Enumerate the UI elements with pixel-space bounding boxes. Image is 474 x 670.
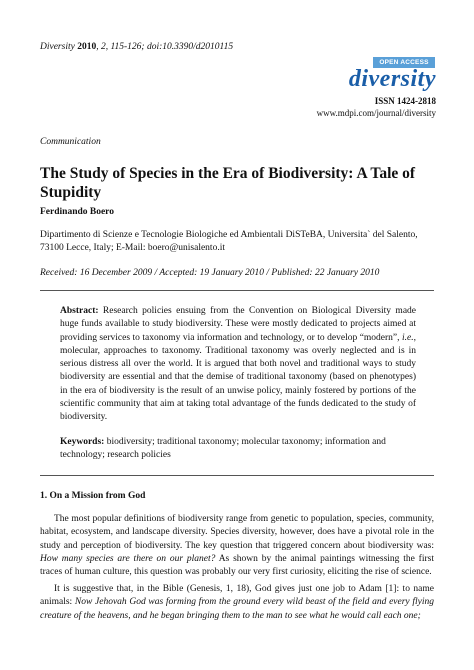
paragraph-2-quote: Now Jehovah God was forming from the ground every wild beast of the field and every flying creature of the heavens, and he began bringing them to the man to see what he would call each one; — [40, 597, 434, 621]
keywords — [60, 436, 416, 463]
paragraph-1-question: How many species are there on our planet? — [40, 553, 216, 564]
abstract-top-rule — [40, 290, 434, 291]
journal-url[interactable]: www.mdpi.com/journal/diversity — [316, 108, 436, 118]
article-type: Communication — [40, 137, 101, 147]
paragraph-1-text-a: The most popular definitions of biodiversity range from genetic to population, species, community, habitat, ecosystem, and landscape diversity. Species diversity, however, does have a pivotal role in the study and perception of biodiversity. The key question that triggered concern about biodiversity was: — [40, 514, 434, 551]
section-heading: 1. On a Mission from God — [40, 491, 146, 501]
citation-details: , 2, 115-126; doi:10.3390/d2010115 — [96, 42, 234, 52]
abstract-bottom-rule — [40, 475, 434, 476]
abstract-text-1: Research policies ensuing from the Convention on Biological Diversity made huge funds available to study biodiversity. These were mostly dedicated to projects aimed at providing services to taxonomy via information and technology, or to develop “modern”, — [60, 306, 416, 343]
paragraph-1 — [40, 513, 434, 579]
journal-logo: diversity — [348, 66, 436, 92]
issn: ISSN 1424-2818 — [374, 96, 436, 106]
citation-year: 2010 — [77, 42, 97, 52]
publication-dates: Received: 16 December 2009 / Accepted: 19 January 2010 / Published: 22 January 2010 — [40, 268, 380, 278]
citation-line — [40, 42, 233, 52]
open-access-badge: OPEN ACCESS — [373, 57, 435, 68]
article-title: The Study of Species in the Era of Biodiversity: A Tale of Stupidity — [40, 165, 416, 201]
abstract-label: Abstract: — [60, 306, 99, 316]
abstract-text-2: , molecular, approaches to taxonomy. Traditional taxonomy was overly neglected and is in serious distress all over the world. It is argued that both novel and traditional ways to study biodiversity are essential and that the demise of traditional taxonomy (based on phenotypes) in the era of biodiversity is the result of an unwise policy, mainly fostered by portions of the scientific community that aim at taking total advantage of the funds dedicated to the study of biodiversity. — [60, 332, 416, 423]
keywords-text: biodiversity; traditional taxonomy; molecular taxonomy; information and technology; research policies — [60, 437, 386, 461]
author-name: Ferdinando Boero — [40, 207, 114, 217]
paragraph-2-text-a: It is suggestive that, in the Bible (Genesis, 1, 18), God gives just one job to Adam [1]: to name animals: — [40, 584, 434, 608]
keywords-label: Keywords: — [60, 437, 105, 447]
abstract — [60, 305, 416, 425]
paragraph-1-text-b: As shown by the animal paintings witnessing the first traces of human culture, this question was probably our very first curiosity, eliciting the rise of science. — [40, 553, 434, 578]
author-affiliation: Dipartimento di Scienze e Tecnologie Biologiche ed Ambientali DiSTeBA, Universita` del Salento, 73100 Lecce, Italy; E-Mail: boero@unisalento.it — [40, 230, 418, 253]
abstract-ie: i.e. — [402, 332, 414, 343]
paragraph-2 — [40, 583, 434, 623]
citation-journal: Diversity — [40, 42, 75, 52]
